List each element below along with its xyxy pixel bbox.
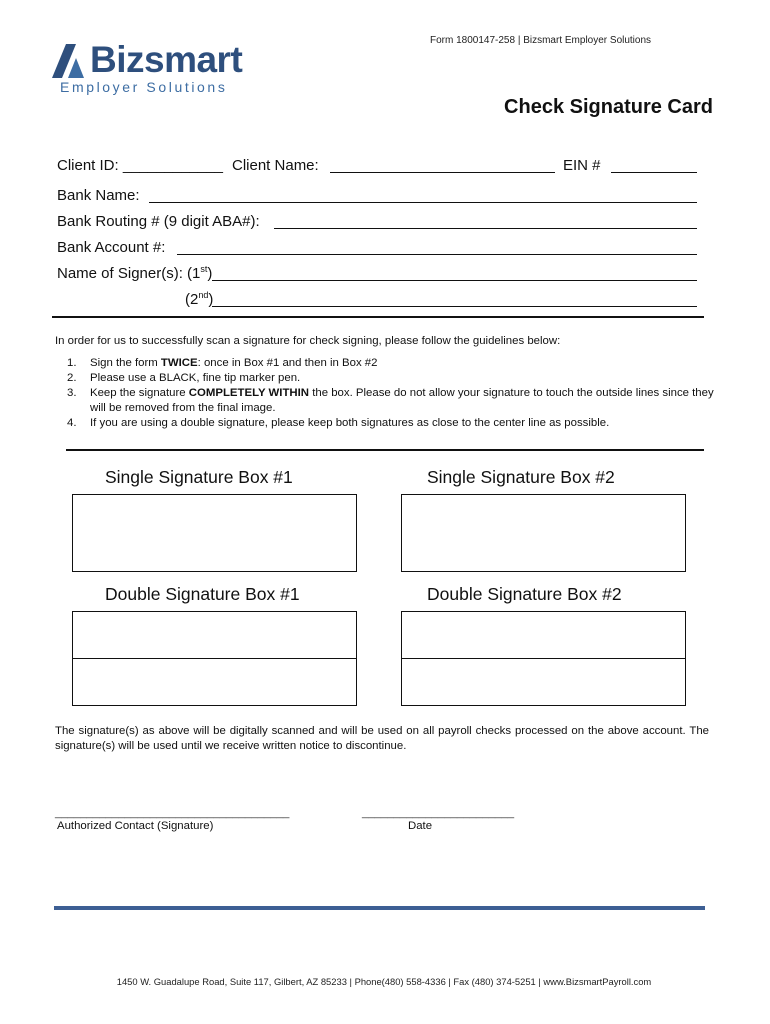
client-name-label: Client Name: (232, 157, 319, 174)
logo-tagline: Employer Solutions (60, 79, 228, 95)
routing-label: Bank Routing # (9 digit ABA#): (57, 213, 260, 230)
list-item: 4. If you are using a double signature, please keep both signatures as close to the center line as possible. (67, 417, 610, 429)
double-signature-box-2[interactable] (401, 611, 686, 706)
usage-notice: The signature(s) as above will be digitally scanned and will be used on all payroll checks processed on the above account. The signature(s) will be used until we receive written notice to discontinue. (55, 725, 709, 752)
ein-line[interactable] (611, 172, 697, 173)
center-line (402, 658, 685, 659)
signer-2-label: (2nd) (185, 290, 214, 308)
double-box-1-title: Double Signature Box #1 (105, 584, 300, 604)
instructions-list (55, 356, 715, 431)
footer-bar (54, 906, 705, 910)
single-box-1-title: Single Signature Box #1 (105, 467, 293, 487)
contact-signature-line[interactable]: _____________________________________ (55, 807, 290, 819)
routing-line[interactable] (274, 228, 697, 229)
client-id-label: Client ID: ____________ (57, 157, 223, 174)
form-reference: Form 1800147-258 | Bizsmart Employer Solutions (430, 35, 652, 46)
page-title: Check Signature Card (504, 96, 713, 118)
boxes-divider (66, 449, 704, 451)
bank-name-line[interactable] (149, 202, 697, 203)
signer-1-line[interactable] (212, 280, 697, 281)
ein-label: EIN # (563, 157, 601, 174)
list-item: 2. Please use a BLACK, fine tip marker pen. (67, 372, 301, 384)
single-signature-box-2[interactable] (401, 494, 686, 572)
list-item: 3. Keep the signature COMPLETELY WITHIN the box. Please do not allow your signature to touch the outside lines since they will be removed from the final image. (67, 387, 714, 414)
single-signature-box-1[interactable] (72, 494, 357, 572)
signer-1-label: Name of Signer(s): (1st) (57, 264, 213, 282)
signer-2-line[interactable] (212, 306, 697, 307)
client-name-line[interactable] (330, 172, 555, 173)
date-line[interactable]: ________________________ (362, 807, 515, 819)
account-line[interactable] (177, 254, 697, 255)
instructions-intro: In order for us to successfully scan a signature for check signing, please follow the guidelines below: (55, 335, 561, 347)
footer-contact: 1450 W. Guadalupe Road, Suite 117, Gilbert, AZ 85233 | Phone(480) 558-4336 | Fax (480) 374-5251 | www.BizsmartPayroll.com (116, 976, 652, 987)
bank-name-label: Bank Name: (57, 187, 140, 204)
double-signature-box-1[interactable] (72, 611, 357, 706)
contact-signature-label: Authorized Contact (Signature) (57, 820, 214, 832)
account-label: Bank Account #: (57, 239, 166, 256)
section-divider (52, 316, 704, 318)
date-label: Date (408, 820, 433, 832)
bizsmart-logo-icon (52, 44, 92, 78)
list-item: 1. Sign the form TWICE: once in Box #1 and then in Box #2 (67, 357, 378, 369)
single-box-2-title: Single Signature Box #2 (427, 467, 615, 487)
center-line (73, 658, 356, 659)
double-box-2-title: Double Signature Box #2 (427, 584, 622, 604)
logo-wordmark: Bizsmart (90, 39, 243, 80)
